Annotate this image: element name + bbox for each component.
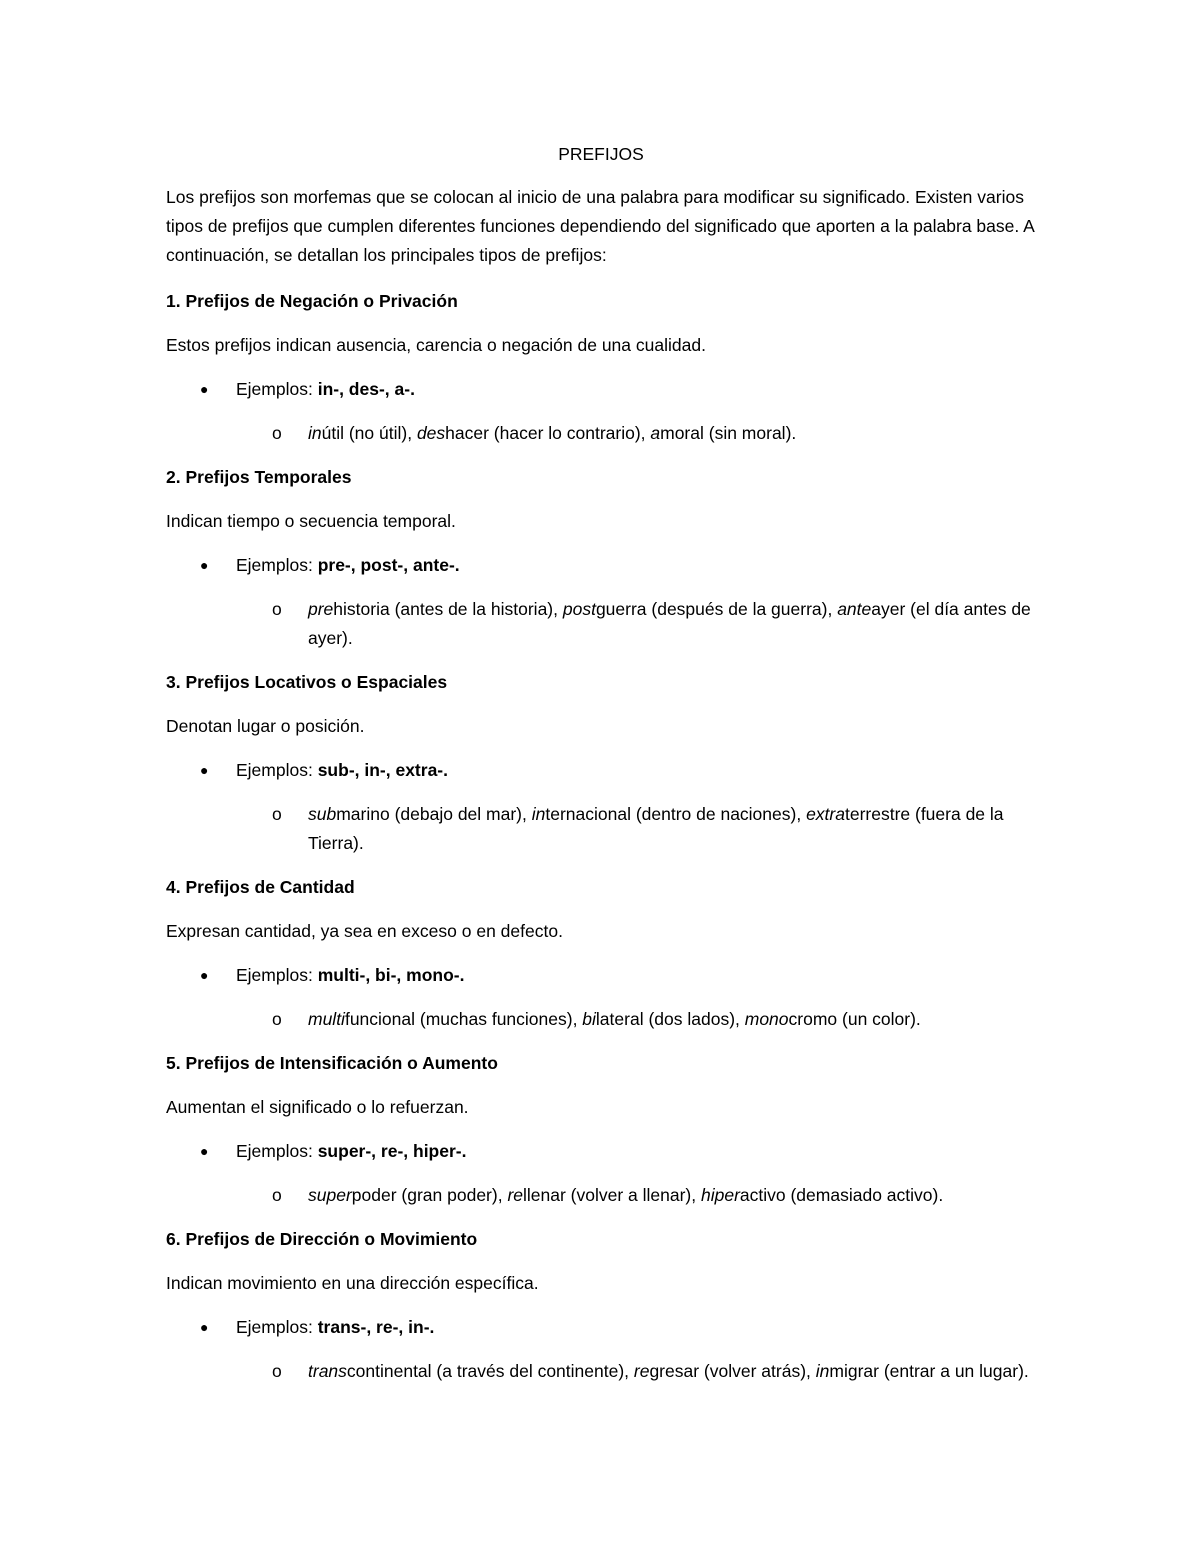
section-description: Indican movimiento en una dirección específica. xyxy=(166,1273,539,1293)
example-prefix: mono xyxy=(744,1009,789,1029)
example-rest: historia (antes de la historia), xyxy=(333,599,563,619)
examples-label: Ejemplos: xyxy=(236,1317,318,1337)
section-heading: 1. Prefijos de Negación o Privación xyxy=(166,291,458,311)
example-rest: ayer (el día antes de ayer). xyxy=(308,599,1031,648)
example-words xyxy=(166,595,1036,653)
circle-bullet-icon: o xyxy=(272,1009,282,1029)
section-description: Estos prefijos indican ausencia, carencia o negación de una cualidad. xyxy=(166,335,706,355)
example-prefix: pre xyxy=(308,599,334,619)
document-title: PREFIJOS xyxy=(558,144,644,164)
example-prefix: extra xyxy=(806,804,845,824)
examples-bullet xyxy=(166,1313,1036,1342)
example-rest: terrestre (fuera de la Tierra). xyxy=(308,804,1004,853)
example-rest: hacer (hacer lo contrario), xyxy=(445,423,651,443)
example-rest: continental (a través del continente), xyxy=(346,1361,634,1381)
example-prefix: re xyxy=(633,1361,650,1381)
examples-bullet xyxy=(166,375,1036,404)
examples-bullet xyxy=(166,756,1036,785)
bullet-icon: ● xyxy=(200,1143,209,1159)
prefix-list: super-, re-, hiper-. xyxy=(317,1141,467,1161)
section-heading: 4. Prefijos de Cantidad xyxy=(166,877,355,897)
example-words xyxy=(166,800,1036,858)
examples-label: Ejemplos: xyxy=(236,965,318,985)
examples-label: Ejemplos: xyxy=(236,379,318,399)
examples-bullet xyxy=(166,1137,1036,1166)
example-rest: poder (gran poder), xyxy=(351,1185,508,1205)
example-words xyxy=(166,1181,1036,1210)
example-rest: moral (sin moral). xyxy=(660,423,797,443)
intro-paragraph: Los prefijos son morfemas que se colocan al inicio de una palabra para modificar su significado. Existen varios tipos de prefijos que cumplen diferentes funciones dependiendo del significado que aporten a la palabra base. A continuación, se detallan los principales tipos de prefijos: xyxy=(166,187,1034,265)
bullet-icon: ● xyxy=(200,1319,209,1335)
section-heading: 2. Prefijos Temporales xyxy=(166,467,352,487)
section-description: Indican tiempo o secuencia temporal. xyxy=(166,511,456,531)
example-prefix: multi xyxy=(308,1009,345,1029)
examples-label: Ejemplos: xyxy=(236,555,318,575)
example-rest: activo (demasiado activo). xyxy=(739,1185,944,1205)
example-rest: lateral (dos lados), xyxy=(595,1009,745,1029)
example-prefix: des xyxy=(416,423,446,443)
example-words xyxy=(166,1357,1036,1386)
example-prefix: a xyxy=(650,423,661,443)
example-prefix: trans xyxy=(308,1361,347,1381)
example-rest: ternacional (dentro de naciones), xyxy=(545,804,807,824)
example-rest: cromo (un color). xyxy=(788,1009,921,1029)
sections-container xyxy=(166,287,1036,1386)
example-words xyxy=(166,419,1036,448)
prefix-list: pre-, post-, ante-. xyxy=(317,555,460,575)
example-words xyxy=(166,1005,1036,1034)
section-heading: 6. Prefijos de Dirección o Movimiento xyxy=(166,1229,478,1249)
section-heading: 3. Prefijos Locativos o Espaciales xyxy=(166,672,448,692)
circle-bullet-icon: o xyxy=(272,804,282,824)
section-description: Denotan lugar o posición. xyxy=(166,716,365,736)
example-prefix: in xyxy=(815,1361,830,1381)
bullet-icon: ● xyxy=(200,381,209,397)
example-prefix: super xyxy=(308,1185,352,1205)
example-prefix: in xyxy=(308,423,322,443)
example-prefix: sub xyxy=(308,804,337,824)
example-prefix: in xyxy=(531,804,546,824)
prefix-list: multi-, bi-, mono-. xyxy=(317,965,465,985)
example-prefix: post xyxy=(562,599,596,619)
example-rest: migrar (entrar a un lugar). xyxy=(829,1361,1029,1381)
example-prefix: hiper xyxy=(700,1185,740,1205)
examples-label: Ejemplos: xyxy=(236,760,318,780)
example-rest: marino (debajo del mar), xyxy=(336,804,532,824)
section-description: Expresan cantidad, ya sea en exceso o en defecto. xyxy=(166,921,563,941)
examples-label: Ejemplos: xyxy=(236,1141,318,1161)
bullet-icon: ● xyxy=(200,967,209,983)
bullet-icon: ● xyxy=(200,557,209,573)
bullet-icon: ● xyxy=(200,762,209,778)
prefix-list: in-, des-, a-. xyxy=(317,379,415,399)
examples-bullet xyxy=(166,961,1036,990)
examples-bullet xyxy=(166,551,1036,580)
circle-bullet-icon: o xyxy=(272,1361,282,1381)
example-rest: útil (no útil), xyxy=(321,423,417,443)
example-rest: guerra (después de la guerra), xyxy=(595,599,838,619)
example-prefix: ante xyxy=(837,599,872,619)
prefix-list: sub-, in-, extra-. xyxy=(317,760,448,780)
example-prefix: re xyxy=(507,1185,523,1205)
circle-bullet-icon: o xyxy=(272,599,282,619)
example-prefix: bi xyxy=(582,1009,596,1029)
example-rest: llenar (volver a llenar), xyxy=(523,1185,701,1205)
example-rest: funcional (muchas funciones), xyxy=(344,1009,583,1029)
circle-bullet-icon: o xyxy=(272,423,282,443)
circle-bullet-icon: o xyxy=(272,1185,282,1205)
section-heading: 5. Prefijos de Intensificación o Aumento xyxy=(166,1053,498,1073)
document-body xyxy=(166,140,1036,1401)
example-rest: gresar (volver atrás), xyxy=(649,1361,816,1381)
prefix-list: trans-, re-, in-. xyxy=(317,1317,435,1337)
section-description: Aumentan el significado o lo refuerzan. xyxy=(166,1097,469,1117)
